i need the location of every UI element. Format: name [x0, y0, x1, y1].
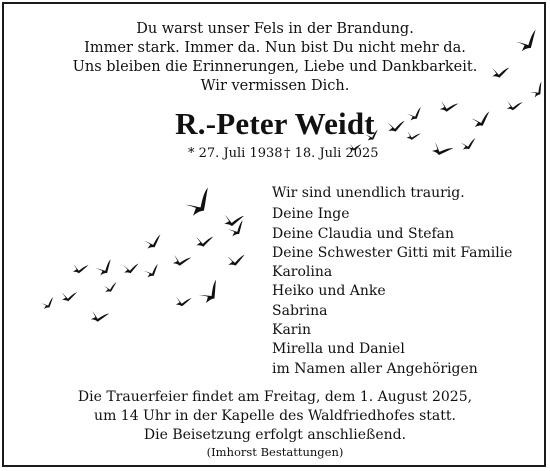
- poem-line: Uns bleiben die Erinnerungen, Liebe und Dankbarkeit.: [72, 59, 478, 75]
- bird-icon: [182, 187, 216, 217]
- mourner-entry: Heiko und Anke: [272, 283, 386, 300]
- mourner-entry: Mirella und Daniel: [272, 341, 405, 358]
- memorial-poem: [0, 20, 550, 96]
- funeral-notice-line: um 14 Uhr in der Kapelle des Waldfriedhofes statt.: [94, 408, 456, 424]
- bird-icon: [60, 290, 77, 303]
- funeral-notice: [0, 388, 550, 445]
- bird-icon: [103, 282, 117, 292]
- mourner-entry: im Namen aller Angehörigen: [272, 360, 478, 377]
- mourner-entry: Karolina: [272, 264, 333, 281]
- bird-icon: [40, 297, 55, 309]
- bird-icon: [89, 308, 109, 325]
- bird-icon: [196, 280, 224, 305]
- bird-icon: [71, 261, 88, 275]
- bird-icon: [143, 264, 160, 278]
- mourner-entry: Deine Inge: [272, 206, 350, 223]
- death-date: † 18. Juli 2025: [284, 146, 379, 161]
- bird-icon: [144, 234, 163, 248]
- bird-icon: [123, 262, 139, 274]
- mourners-intro: Wir sind unendlich traurig.: [272, 185, 465, 201]
- poem-line: Immer stark. Immer da. Nun bist Du nicht mehr da.: [84, 40, 466, 56]
- birth-date: * 27. Juli 1938: [188, 146, 283, 161]
- bird-icon: [194, 234, 213, 248]
- bird-icon: [174, 294, 191, 308]
- bird-icon: [95, 259, 115, 276]
- funeral-notice-line: Die Trauerfeier findet am Freitag, dem 1. August 2025,: [77, 389, 473, 405]
- poem-line: Wir vermissen Dich.: [200, 78, 350, 94]
- deceased-name: R.-Peter Weidt: [175, 106, 375, 141]
- mourner-entry: Deine Schwester Gitti mit Familie: [272, 244, 513, 261]
- bird-icon: [171, 252, 191, 269]
- mourner-entry: Deine Claudia und Stefan: [272, 225, 455, 242]
- funeral-home: (Imhorst Bestattungen): [206, 445, 344, 459]
- poem-line: Du warst unser Fels in der Brandung.: [136, 21, 414, 37]
- mourners-list: [272, 184, 512, 379]
- bird-icon: [227, 253, 245, 266]
- funeral-notice-line: Die Beisetzung erfolgt anschließend.: [143, 427, 407, 443]
- mourner-entry: Sabrina: [272, 302, 328, 319]
- mourner-entry: Karin: [272, 322, 311, 339]
